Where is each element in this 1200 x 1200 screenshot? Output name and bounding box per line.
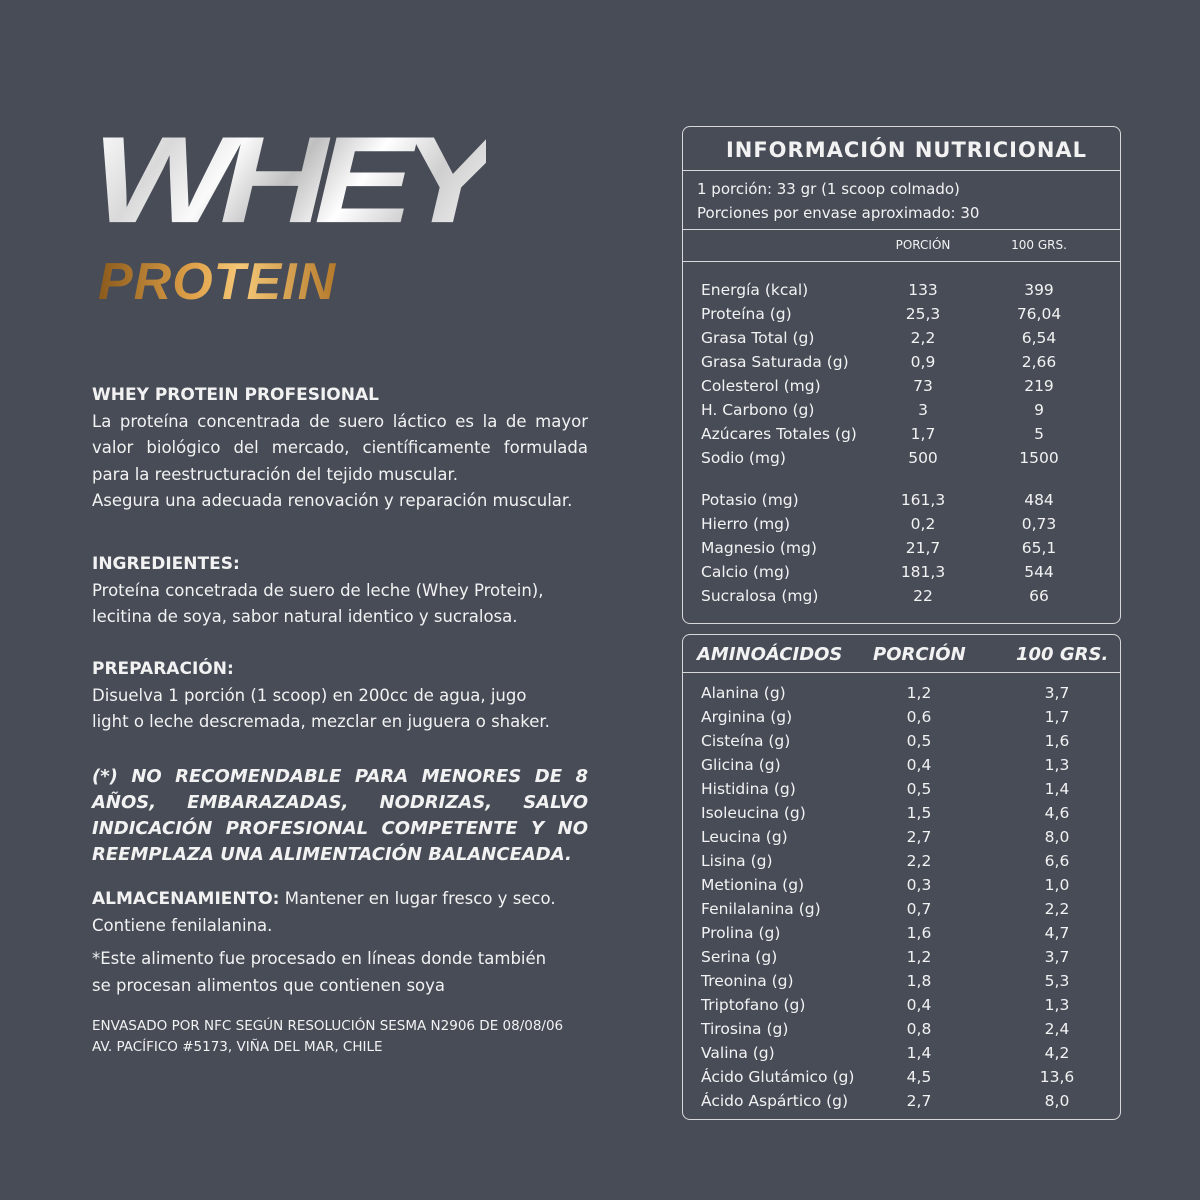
nutrient-name: Fenilalanina (g) bbox=[701, 900, 821, 918]
nutrient-name: Sucralosa (mg) bbox=[701, 587, 819, 605]
ingredients-text: Proteína concetrada de suero de leche (Whey Protein), lecitina de soya, sabor natural identico y sucralosa. bbox=[92, 580, 544, 626]
portion-value: 2,7 bbox=[906, 828, 932, 846]
logo-protein: PROTEIN bbox=[98, 253, 337, 311]
nutrient-name: Grasa Total (g) bbox=[701, 329, 815, 347]
table-row bbox=[683, 302, 1120, 326]
portion-value: 0,9 bbox=[910, 353, 936, 371]
nutrient-name: Treonina (g) bbox=[701, 972, 794, 990]
table-row bbox=[683, 921, 1120, 945]
nutrient-name: Magnesio (mg) bbox=[701, 539, 817, 557]
per-100g-value: 1500 bbox=[1019, 449, 1059, 467]
product-title: WHEY PROTEIN PROFESIONAL bbox=[92, 385, 379, 405]
preparation-title: PREPARACIÓN: bbox=[92, 659, 234, 679]
nutrient-name: Metionina (g) bbox=[701, 876, 805, 894]
nutrient-name: Prolina (g) bbox=[701, 924, 781, 942]
nutrient-name: Colesterol (mg) bbox=[701, 377, 821, 395]
table-row bbox=[683, 1017, 1120, 1041]
nutrient-name: Potasio (mg) bbox=[701, 491, 799, 509]
nutrient-name: Ácido Aspártico (g) bbox=[701, 1092, 849, 1110]
per-100g-value: 6,54 bbox=[1021, 329, 1057, 347]
portion-value: 21,7 bbox=[905, 539, 941, 557]
table-row bbox=[683, 681, 1120, 705]
nutrient-name: Lisina (g) bbox=[701, 852, 773, 870]
nutrient-name: Valina (g) bbox=[701, 1044, 775, 1062]
per-100g-value: 3,7 bbox=[1044, 948, 1070, 966]
portion-value: 1,6 bbox=[906, 924, 932, 942]
nutrition-table bbox=[682, 126, 1121, 624]
table-row bbox=[683, 753, 1120, 777]
table-row bbox=[683, 446, 1120, 470]
portion-value: 1,2 bbox=[906, 948, 932, 966]
nutrient-name: Leucina (g) bbox=[701, 828, 788, 846]
per-100g-value: 2,4 bbox=[1044, 1020, 1070, 1038]
portion-value: 2,7 bbox=[906, 1092, 932, 1110]
table-row bbox=[683, 584, 1120, 608]
per-100g-value: 9 bbox=[1034, 401, 1044, 419]
portion-value: 25,3 bbox=[905, 305, 941, 323]
per-100g-value: 76,04 bbox=[1016, 305, 1062, 323]
ingredients-section bbox=[92, 551, 588, 631]
nutrient-name: Sodio (mg) bbox=[701, 449, 786, 467]
preparation-section bbox=[92, 656, 588, 736]
portion-value: 0,2 bbox=[910, 515, 936, 533]
table-row bbox=[683, 825, 1120, 849]
nutrient-name: Grasa Saturada (g) bbox=[701, 353, 849, 371]
portion-value: 0,3 bbox=[906, 876, 932, 894]
portion-value: 4,5 bbox=[906, 1068, 932, 1086]
nutrient-name: Isoleucina (g) bbox=[701, 804, 806, 822]
nutrient-name: Triptofano (g) bbox=[701, 996, 806, 1014]
per-100g-value: 1,7 bbox=[1044, 708, 1070, 726]
serving-info bbox=[683, 171, 1120, 230]
nutrient-name: Serina (g) bbox=[701, 948, 778, 966]
nutrient-name: Histidina (g) bbox=[701, 780, 796, 798]
nutrition-rows-minerals bbox=[683, 488, 1120, 608]
nutrient-name: Azúcares Totales (g) bbox=[701, 425, 857, 443]
portion-value: 3 bbox=[918, 401, 928, 419]
table-row bbox=[683, 512, 1120, 536]
amino-col-100g: 100 GRS. bbox=[1016, 644, 1109, 665]
portion-value: 0,5 bbox=[906, 780, 932, 798]
table-row bbox=[683, 801, 1120, 825]
table-row bbox=[683, 1065, 1120, 1089]
description-2: Asegura una adecuada renovación y reparación muscular. bbox=[92, 491, 573, 510]
amino-table bbox=[682, 634, 1121, 1120]
nutrient-name: Ácido Glutámico (g) bbox=[701, 1068, 855, 1086]
per-100g-value: 399 bbox=[1024, 281, 1054, 299]
allergen-line-2: se procesan alimentos que contienen soya bbox=[92, 975, 446, 995]
per-100g-value: 5,3 bbox=[1044, 972, 1070, 990]
allergen-section bbox=[92, 946, 588, 999]
per-100g-value: 4,6 bbox=[1044, 804, 1070, 822]
nutrient-name: Alanina (g) bbox=[701, 684, 786, 702]
per-100g-value: 5 bbox=[1034, 425, 1044, 443]
portion-value: 1,2 bbox=[906, 684, 932, 702]
per-100g-value: 544 bbox=[1024, 563, 1054, 581]
portion-value: 1,8 bbox=[906, 972, 932, 990]
per-100g-value: 65,1 bbox=[1021, 539, 1057, 557]
per-100g-value: 8,0 bbox=[1044, 828, 1070, 846]
table-row bbox=[683, 326, 1120, 350]
table-row bbox=[683, 729, 1120, 753]
storage-text: Mantener en lugar fresco y seco. Contiene fenilalanina. bbox=[92, 889, 556, 935]
portion-value: 0,7 bbox=[906, 900, 932, 918]
table-row bbox=[683, 1041, 1120, 1065]
warning-text: (*) NO RECOMENDABLE PARA MENORES DE 8 AÑOS, EMBARAZADAS, NODRIZAS, SALVO INDICACIÓN PROFESIONAL COMPETENTE Y NO REEMPLAZA UNA ALIMENTACIÓN BALANCEADA. bbox=[92, 766, 588, 865]
table-row bbox=[683, 398, 1120, 422]
footer-section bbox=[92, 1016, 588, 1058]
table-row bbox=[683, 278, 1120, 302]
per-100g-value: 219 bbox=[1024, 377, 1054, 395]
nutrition-rows bbox=[683, 278, 1120, 470]
per-100g-value: 2,66 bbox=[1021, 353, 1057, 371]
per-100g-value: 8,0 bbox=[1044, 1092, 1070, 1110]
preparation-text: Disuelva 1 porción (1 scoop) en 200cc de agua, jugo light o leche descremada, mezclar en juguera o shaker. bbox=[92, 685, 550, 731]
ingredients-title: INGREDIENTES: bbox=[92, 554, 240, 574]
portion-value: 22 bbox=[913, 587, 933, 605]
nutrient-name: Calcio (mg) bbox=[701, 563, 790, 581]
col-100g: 100 GRS. bbox=[1011, 238, 1067, 252]
portion-value: 500 bbox=[908, 449, 938, 467]
table-row bbox=[683, 897, 1120, 921]
nutrient-name: Cisteína (g) bbox=[701, 732, 791, 750]
table-row bbox=[683, 350, 1120, 374]
amino-title: AMINOÁCIDOS bbox=[697, 644, 843, 665]
per-100g-value: 3,7 bbox=[1044, 684, 1070, 702]
portion-value: 1,4 bbox=[906, 1044, 932, 1062]
table-row bbox=[683, 849, 1120, 873]
per-100g-value: 484 bbox=[1024, 491, 1054, 509]
nutrient-name: Arginina (g) bbox=[701, 708, 793, 726]
table-row bbox=[683, 374, 1120, 398]
per-100g-value: 1,3 bbox=[1044, 756, 1070, 774]
table-row bbox=[683, 945, 1120, 969]
portion-value: 2,2 bbox=[906, 852, 932, 870]
per-100g-value: 66 bbox=[1029, 587, 1049, 605]
table-row bbox=[683, 873, 1120, 897]
nutrient-name: Tirosina (g) bbox=[701, 1020, 789, 1038]
table-row bbox=[683, 422, 1120, 446]
per-100g-value: 2,2 bbox=[1044, 900, 1070, 918]
per-100g-value: 0,73 bbox=[1021, 515, 1057, 533]
portion-value: 0,5 bbox=[906, 732, 932, 750]
table-row bbox=[683, 560, 1120, 584]
per-100g-value: 6,6 bbox=[1044, 852, 1070, 870]
per-100g-value: 4,7 bbox=[1044, 924, 1070, 942]
storage-title: ALMACENAMIENTO: bbox=[92, 889, 280, 909]
amino-col-portion: PORCIÓN bbox=[873, 644, 966, 665]
table-row bbox=[683, 536, 1120, 560]
footer-line-1: ENVASADO POR NFC SEGÚN RESOLUCIÓN SESMA N2906 DE 08/08/06 bbox=[92, 1018, 564, 1034]
table-row bbox=[683, 777, 1120, 801]
portion-value: 181,3 bbox=[900, 563, 946, 581]
table-row bbox=[683, 1089, 1120, 1113]
footer-line-2: AV. PACÍFICO #5173, VIÑA DEL MAR, CHILE bbox=[92, 1039, 383, 1055]
portion-value: 1,7 bbox=[910, 425, 936, 443]
nutrition-title: INFORMACIÓN NUTRICIONAL bbox=[683, 127, 1120, 171]
portion-value: 1,5 bbox=[906, 804, 932, 822]
portion-value: 133 bbox=[908, 281, 938, 299]
storage-section bbox=[92, 886, 588, 939]
per-100g-value: 1,3 bbox=[1044, 996, 1070, 1014]
per-100g-value: 1,6 bbox=[1044, 732, 1070, 750]
amino-rows bbox=[683, 681, 1120, 1113]
description-section bbox=[92, 382, 588, 515]
table-row bbox=[683, 993, 1120, 1017]
per-100g-value: 1,4 bbox=[1044, 780, 1070, 798]
column-headers bbox=[683, 230, 1120, 262]
nutrient-name: Energía (kcal) bbox=[701, 281, 809, 299]
portion-value: 0,8 bbox=[906, 1020, 932, 1038]
per-100g-value: 1,0 bbox=[1044, 876, 1070, 894]
per-100g-value: 4,2 bbox=[1044, 1044, 1070, 1062]
portion-value: 161,3 bbox=[900, 491, 946, 509]
portion-value: 0,4 bbox=[906, 756, 932, 774]
nutrient-name: H. Carbono (g) bbox=[701, 401, 815, 419]
nutrient-name: Glicina (g) bbox=[701, 756, 781, 774]
table-row bbox=[683, 705, 1120, 729]
portion-value: 73 bbox=[913, 377, 933, 395]
portion-value: 0,6 bbox=[906, 708, 932, 726]
allergen-line-1: *Este alimento fue procesado en líneas donde también bbox=[92, 949, 547, 968]
nutrient-name: Proteína (g) bbox=[701, 305, 792, 323]
per-100g-value: 13,6 bbox=[1039, 1068, 1075, 1086]
serving-size: 1 porción: 33 gr (1 scoop colmado) bbox=[697, 180, 960, 198]
portion-value: 2,2 bbox=[910, 329, 936, 347]
amino-header bbox=[683, 635, 1120, 673]
table-row bbox=[683, 488, 1120, 512]
description: La proteína concentrada de suero láctico es la de mayor valor biológico del mercado, científicamente formulada para la reestructuración del tejido muscular. bbox=[92, 411, 588, 484]
servings-per-container: Porciones por envase aproximado: 30 bbox=[697, 204, 980, 222]
col-portion: PORCIÓN bbox=[895, 238, 951, 252]
table-row bbox=[683, 969, 1120, 993]
portion-value: 0,4 bbox=[906, 996, 932, 1014]
logo-whey: WHEY bbox=[92, 110, 486, 249]
nutrient-name: Hierro (mg) bbox=[701, 515, 791, 533]
